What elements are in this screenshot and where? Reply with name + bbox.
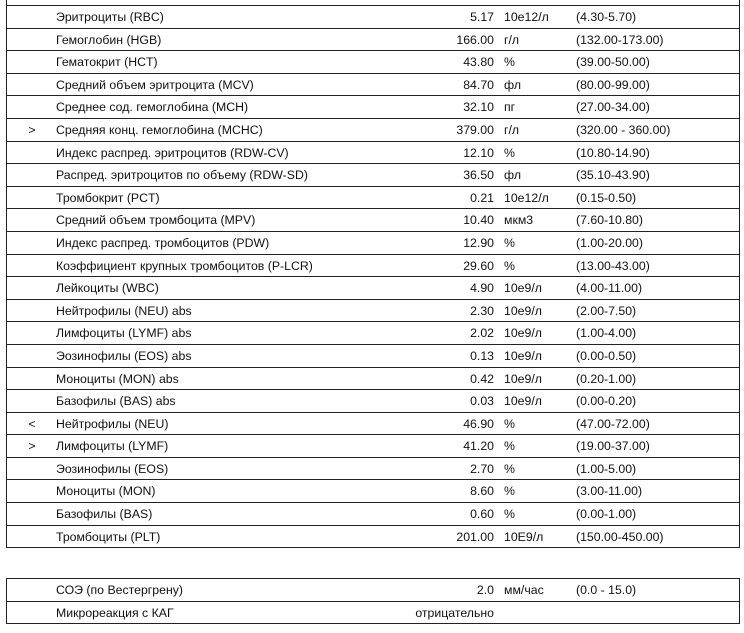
test-name: СОЭ (по Вестергрену) (56, 583, 183, 597)
test-unit: 10e9/л (504, 303, 542, 318)
test-unit: г/л (504, 122, 520, 137)
test-value: 0.13 (470, 348, 494, 363)
test-unit: % (504, 416, 515, 431)
test-value: 84.70 (463, 77, 494, 92)
test-name: Гематокрит (HCT) (56, 55, 158, 70)
test-name: Микрореакция с КАГ (56, 605, 174, 620)
test-unit: мм/час (504, 583, 544, 597)
reference-range: (3.00-11.00) (576, 484, 643, 499)
reference-range: (0.15-0.50) (576, 190, 637, 205)
test-name: Индекс распред. эритроцитов (RDW-CV) (56, 145, 289, 160)
result-flag: > (28, 439, 36, 454)
reference-range: (150.00-450.00) (576, 529, 664, 544)
reference-range: (2.00-7.50) (576, 303, 637, 318)
reference-range: (27.00-34.00) (576, 100, 650, 115)
test-value: 2.70 (470, 461, 494, 476)
table-row (6, 232, 740, 255)
test-name: Нейтрофилы (NEU) abs (56, 303, 192, 318)
reference-range: (0.00-0.50) (576, 348, 637, 363)
test-unit: 10e9/л (504, 326, 542, 341)
test-name: Индекс распред. тромбоцитов (PDW) (56, 235, 270, 250)
test-unit: фл (504, 77, 522, 92)
result-flag: < (28, 416, 36, 431)
table-row (6, 96, 740, 119)
test-name: Эритроциты (RBC) (56, 10, 164, 24)
reference-range: (19.00-37.00) (576, 439, 650, 454)
test-value: 0.60 (470, 507, 494, 522)
test-name: Нейтрофилы (NEU) (56, 416, 169, 431)
test-value: отрицательно (415, 605, 494, 620)
test-unit: % (504, 507, 515, 522)
table-row (6, 390, 740, 413)
table-row (6, 51, 740, 74)
test-name: Лимфоциты (LYMF) (56, 439, 169, 454)
test-unit: фл (504, 168, 522, 183)
test-unit: 10e9/л (504, 348, 542, 363)
test-unit: 10e12/л (504, 10, 549, 24)
test-value: 10.40 (463, 213, 494, 228)
test-name: Базофилы (BAS) abs (56, 394, 176, 409)
test-value: 5.17 (470, 10, 494, 24)
reference-range: (1.00-4.00) (576, 326, 637, 341)
reference-range: (0.20-1.00) (576, 371, 637, 386)
test-value: 2.0 (476, 583, 494, 597)
cbc-results-table (6, 5, 740, 548)
table-row (6, 277, 740, 300)
test-value: 12.10 (463, 145, 494, 160)
test-value: 12.90 (463, 235, 494, 250)
reference-range: (80.00-99.00) (576, 77, 650, 92)
reference-range: (13.00-43.00) (576, 258, 650, 273)
test-unit: % (504, 461, 515, 476)
table-row (6, 602, 740, 625)
reference-range: (0.00-0.20) (576, 394, 637, 409)
test-unit: пг (504, 100, 516, 115)
test-name: Эозинофилы (EOS) abs (56, 348, 192, 363)
table-row (6, 300, 740, 323)
test-name: Средний объем тромбоцита (MPV) (56, 213, 256, 228)
table-row (6, 6, 740, 29)
test-value: 0.21 (470, 190, 494, 205)
table-row (6, 187, 740, 210)
test-name: Тромбоциты (PLT) (56, 529, 161, 544)
test-unit: % (504, 55, 515, 70)
test-name: Эозинофилы (EOS) (56, 461, 169, 476)
table-row (6, 458, 740, 481)
reference-range: (4.30-5.70) (576, 10, 637, 24)
test-value: 46.90 (463, 416, 494, 431)
reference-range: (47.00-72.00) (576, 416, 650, 431)
test-value: 32.10 (463, 100, 494, 115)
table-row (6, 164, 740, 187)
test-value: 29.60 (463, 258, 494, 273)
test-unit: 10e9/л (504, 394, 542, 409)
reference-range: (132.00-173.00) (576, 32, 664, 47)
test-value: 36.50 (463, 168, 494, 183)
table-row (6, 255, 740, 278)
test-name: Лимфоциты (LYMF) abs (56, 326, 192, 341)
test-name: Среднее сод. гемоглобина (MCH) (56, 100, 249, 115)
test-value: 4.90 (470, 281, 494, 296)
table-row (6, 142, 740, 165)
reference-range: (1.00-20.00) (576, 235, 643, 250)
reference-range: (1.00-5.00) (576, 461, 637, 476)
test-unit: мкм3 (504, 213, 534, 228)
reference-range: (0.00-1.00) (576, 507, 637, 522)
test-unit: % (504, 145, 515, 160)
table-row (6, 526, 740, 549)
reference-range: (39.00-50.00) (576, 55, 650, 70)
test-unit: 10E9/л (504, 529, 544, 544)
extra-results-table (6, 578, 740, 624)
table-row (6, 29, 740, 52)
test-unit: % (504, 439, 515, 454)
result-flag: > (28, 122, 36, 137)
test-name: Моноциты (MON) (56, 484, 156, 499)
reference-range: (0.0 - 15.0) (576, 583, 637, 597)
table-row (6, 503, 740, 526)
test-name: Средний объем эритроцита (MCV) (56, 77, 254, 92)
test-unit: % (504, 235, 515, 250)
test-unit: 10e9/л (504, 371, 542, 386)
test-name: Гемоглобин (HGB) (56, 32, 162, 47)
test-value: 0.03 (470, 394, 494, 409)
table-row (6, 119, 740, 142)
reference-range: (35.10-43.90) (576, 168, 650, 183)
table-row (6, 322, 740, 345)
table-row (6, 413, 740, 436)
table-row (6, 435, 740, 458)
reference-range: (7.60-10.80) (576, 213, 643, 228)
test-value: 0.42 (470, 371, 494, 386)
test-value: 201.00 (456, 529, 494, 544)
table-row (6, 345, 740, 368)
test-name: Коэффициент крупных тромбоцитов (P-LCR) (56, 258, 313, 273)
test-name: Лейкоциты (WBC) (56, 281, 159, 296)
test-name: Базофилы (BAS) (56, 507, 153, 522)
test-value: 8.60 (470, 484, 494, 499)
test-unit: 10e12/л (504, 190, 549, 205)
test-name: Тромбокрит (PCT) (56, 190, 160, 205)
table-row (6, 480, 740, 503)
test-value: 2.30 (470, 303, 494, 318)
test-unit: % (504, 258, 515, 273)
reference-range: (320.00 - 360.00) (576, 122, 671, 137)
table-row (6, 579, 740, 602)
test-name: Средняя конц. гемоглобина (MCHC) (56, 122, 263, 137)
table-row (6, 209, 740, 232)
test-name: Моноциты (MON) abs (56, 371, 179, 386)
test-unit: 10e9/л (504, 281, 542, 296)
test-value: 43.80 (463, 55, 494, 70)
test-value: 2.02 (470, 326, 494, 341)
reference-range: (10.80-14.90) (576, 145, 650, 160)
test-value: 166.00 (456, 32, 494, 47)
reference-range: (4.00-11.00) (576, 281, 643, 296)
test-value: 41.20 (463, 439, 494, 454)
table-row (6, 74, 740, 97)
test-value: 379.00 (456, 122, 494, 137)
test-unit: % (504, 484, 515, 499)
test-name: Распред. эритроцитов по объему (RDW-SD) (56, 168, 308, 183)
test-unit: г/л (504, 32, 520, 47)
table-row (6, 368, 740, 391)
